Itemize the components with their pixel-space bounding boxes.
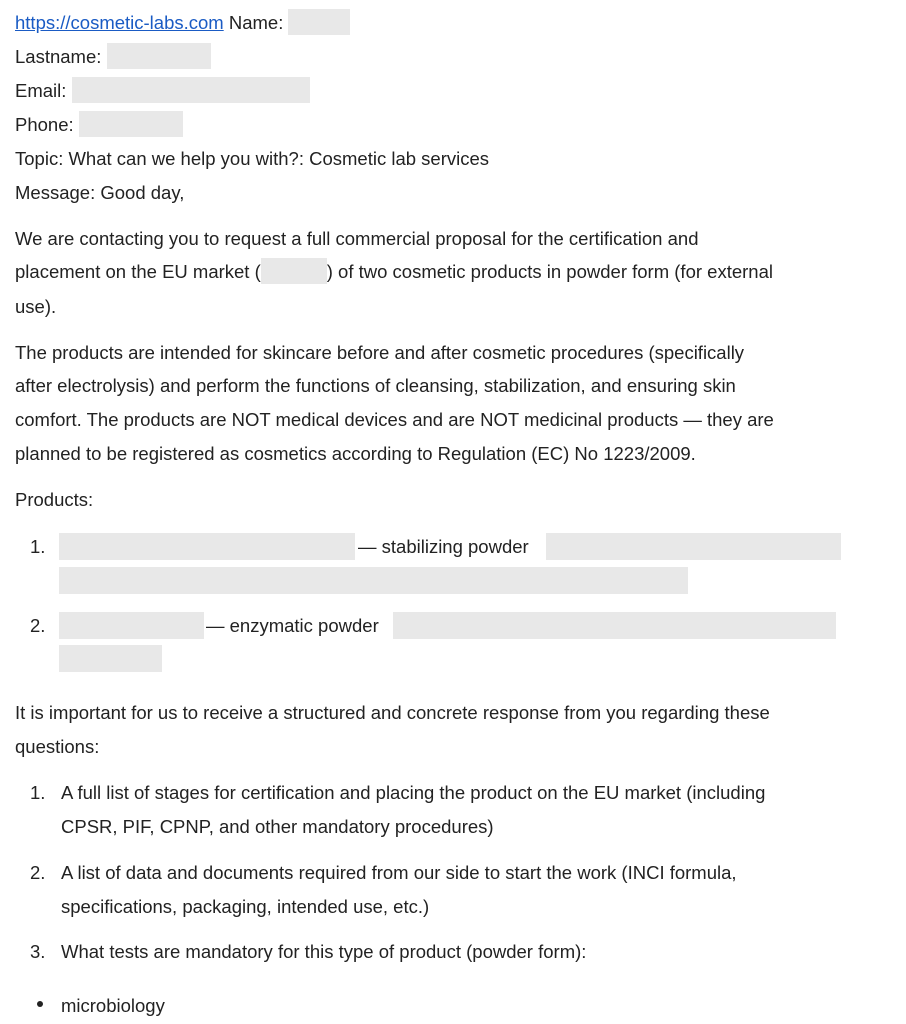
para1-line2-end: ) of two cosmetic products in powder form (for external: [326, 261, 773, 282]
question-2-line1: A list of data and documents required from our side to start the work (INCI formula,: [61, 862, 737, 883]
bullet-item-microbiology: microbiology: [61, 995, 165, 1016]
para2-line2: after electrolysis) and perform the functions of cleansing, stabilization, and ensuring skin: [15, 375, 736, 396]
message-line: Message: Good day,: [15, 182, 185, 203]
para3-line2: questions:: [15, 736, 100, 757]
question-1-line2: CPSR, PIF, CPNP, and other mandatory procedures): [61, 816, 494, 837]
name-label: Name:: [228, 12, 284, 33]
question-1-line1: A full list of stages for certification and placing the product on the EU market (including: [61, 782, 766, 803]
redacted-lastname: [107, 43, 211, 69]
redacted-name: [288, 9, 350, 35]
product-1-number: 1.: [30, 536, 46, 557]
question-2-line2: specifications, packaging, intended use, etc.): [61, 896, 430, 917]
question-3-line1: What tests are mandatory for this type of product (powder form):: [61, 941, 587, 962]
redacted-product-2-name: [59, 612, 204, 639]
question-3-number: 3.: [30, 941, 46, 962]
header-line-phone: [15, 113, 183, 139]
product-2-number: 2.: [30, 615, 46, 636]
redacted-phone: [79, 111, 183, 137]
redacted-market: [261, 258, 327, 284]
para1-line3: use).: [15, 296, 57, 317]
para3-line1: It is important for us to receive a structured and concrete response from you regarding these: [15, 702, 770, 723]
phone-label: Phone:: [15, 114, 74, 135]
para1-line1: We are contacting you to request a full commercial proposal for the certification and: [15, 228, 699, 249]
lastname-label: Lastname:: [15, 46, 102, 67]
para1-line2: [15, 260, 773, 286]
products-heading: Products:: [15, 489, 94, 510]
question-1-number: 1.: [30, 782, 46, 803]
header-line-email: [15, 79, 310, 105]
redacted-product-2-desc-cont: [59, 645, 162, 672]
product-2-text: — enzymatic powder: [206, 615, 379, 636]
redacted-email: [72, 77, 310, 103]
para2-line3: comfort. The products are NOT medical devices and are NOT medicinal products — they are: [15, 409, 774, 430]
bullet-dot: [37, 1001, 43, 1007]
topic-line: Topic: What can we help you with?: Cosmetic lab services: [15, 148, 490, 169]
question-2-number: 2.: [30, 862, 46, 883]
para2-line1: The products are intended for skincare before and after cosmetic procedures (specifically: [15, 342, 745, 363]
redacted-product-1-name: [59, 533, 355, 560]
para1-line2-start: placement on the EU market (: [15, 261, 261, 282]
header-line-name: [15, 11, 350, 37]
website-link[interactable]: https://cosmetic-labs.com: [15, 12, 224, 33]
redacted-product-1-desc: [546, 533, 841, 560]
para2-line4: planned to be registered as cosmetics according to Regulation (EC) No 1223/2009.: [15, 443, 696, 464]
redacted-product-2-desc: [393, 612, 836, 639]
email-label: Email:: [15, 80, 67, 101]
product-1-text: — stabilizing powder: [358, 536, 529, 557]
redacted-product-1-desc-cont: [59, 567, 688, 594]
header-line-lastname: [15, 45, 211, 71]
